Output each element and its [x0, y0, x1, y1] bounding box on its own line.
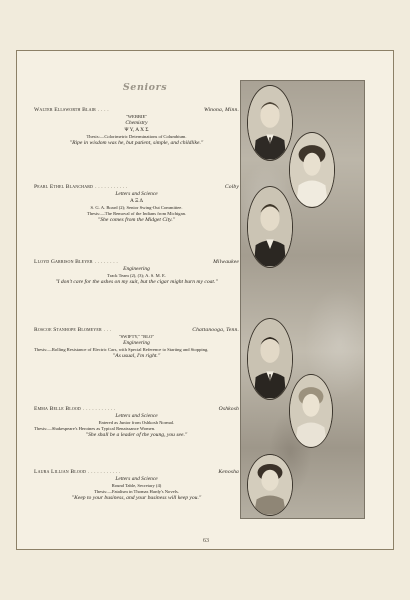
male-portrait-icon — [248, 86, 292, 160]
fraternity: Α Ξ Δ — [130, 198, 143, 204]
male-portrait-icon — [248, 319, 292, 399]
detail-line: Entered as Junior from Oshkosh Normal. — [98, 420, 175, 425]
portrait-photo — [247, 186, 293, 268]
detail-line: Thesis:—Rolling Resistance of Electric Cars, with Special Reference to Starting and Stopping. — [34, 347, 209, 353]
senior-entry — [34, 184, 239, 225]
student-name: Walter Ellsworth Blair — [34, 107, 96, 113]
detail-line: Round Table, Secretary (4) — [111, 483, 162, 488]
quote: "She comes from the Midget City." — [97, 217, 176, 224]
female-portrait-icon — [248, 455, 292, 515]
hometown: Milwaukee — [213, 259, 239, 265]
course: Letters and Science — [115, 476, 158, 482]
senior-entry — [34, 406, 239, 440]
student-name: Pearl Ethel Blanchard — [34, 184, 94, 190]
portrait-photo — [247, 85, 293, 161]
student-name: Roscoe Stanhope Blomeyer — [34, 327, 102, 333]
detail-line: Thesis:—Fatalism in Thomas Hardy's Novels. — [94, 489, 179, 495]
senior-entries — [34, 51, 239, 551]
detail-line: Thesis:—Colorimetric Determinations of Columbium. — [86, 134, 187, 140]
nickname: "WEBBIE" — [125, 114, 148, 119]
section-title: Seniors — [122, 82, 168, 93]
yearbook-page — [16, 50, 394, 550]
hometown: Chattanooga, Tenn. — [192, 327, 239, 333]
senior-entry — [34, 327, 239, 361]
portrait-photo — [247, 454, 293, 516]
portrait-photo — [289, 374, 333, 448]
entry-header — [34, 469, 239, 476]
senior-entry — [34, 469, 239, 503]
detail-line: Track Team (2), (3); A. S. M. E. — [107, 273, 166, 278]
nickname: "SWIFTY," "BLO" — [118, 334, 155, 339]
leader-dots: . . . . . . . . . . . — [95, 184, 128, 190]
hometown: Kenosha — [218, 469, 239, 475]
quote: "She shall be a leader of the young, you see." — [85, 432, 188, 439]
leader-dots: . . . — [103, 327, 112, 333]
quote: "Keep to your business, and your business will keep you." — [71, 495, 202, 502]
hometown: Winona, Minn. — [203, 107, 239, 113]
course: Engineering — [123, 266, 150, 272]
quote: "I don't care for the ashes on my suit, but the cigar might burn my coat." — [55, 279, 218, 286]
leader-dots: . . . . . . . . — [94, 259, 118, 265]
student-name: Emma Belle Blood — [34, 406, 81, 412]
page-number: 63 — [203, 538, 209, 544]
senior-entry — [34, 259, 239, 286]
detail-line: Thesis:—Shakespeare's Heroines as Typical Renaissance Women. — [34, 426, 156, 432]
detail-line: S. G. A. Board (2); Senior Swing-Out Committee. — [90, 205, 183, 210]
hometown: Oshkosh — [218, 406, 239, 412]
student-name: Lloyd Garrison Bleyer — [34, 259, 93, 265]
fraternity: Ψ Υ, Α Χ Σ — [124, 127, 149, 134]
leader-dots: . . . . . . . . . . . — [82, 406, 116, 412]
course: Letters and Science — [115, 191, 158, 197]
female-portrait-icon — [290, 375, 332, 447]
male-portrait-icon — [248, 187, 292, 267]
course: Engineering — [123, 340, 150, 347]
course: Chemistry — [125, 120, 148, 127]
entry-header — [34, 259, 239, 266]
portrait-photo — [289, 132, 335, 208]
student-name: Laura Lillian Blood — [34, 469, 86, 475]
female-portrait-icon — [290, 133, 334, 207]
course: Letters and Science — [115, 413, 158, 419]
quote: "As usual, I'm right." — [112, 353, 161, 360]
entry-header — [34, 184, 239, 191]
leader-dots: . . . . — [97, 107, 109, 113]
portrait-panel — [240, 80, 365, 519]
entry-header — [34, 327, 239, 334]
hometown: Colby — [224, 184, 239, 190]
quote: "Ripe in wisdom was he, but patient, simple, and childlike." — [69, 140, 204, 147]
senior-entry — [34, 107, 239, 148]
entry-header — [34, 107, 239, 114]
leader-dots: . . . . . . . . . . . — [87, 469, 121, 475]
entry-header — [34, 406, 239, 413]
portrait-photo — [247, 318, 293, 400]
detail-line: Thesis:—The Removal of the Indians from Michigan. — [86, 211, 187, 217]
